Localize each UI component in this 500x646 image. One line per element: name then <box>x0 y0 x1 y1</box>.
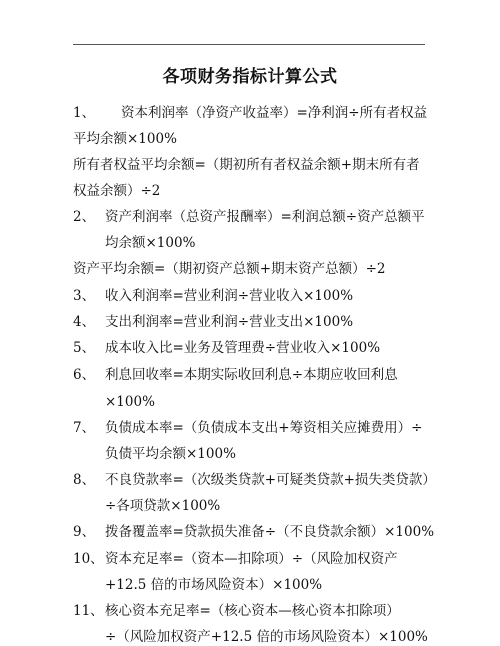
formula-text: 负债平均余额×100% <box>105 446 236 462</box>
formula-text: 均余额×100% <box>105 235 196 251</box>
formula-text: 成本收入比=业务及管理费÷营业收入×100% <box>105 340 381 356</box>
formula-text: 不良贷款率=（次级类贷款+可疑类贷款+损失类贷款） <box>105 472 436 488</box>
formula-line <box>73 208 425 226</box>
item-number: 6、 <box>73 367 96 383</box>
formula-text: 资本利润率（净资产收益率）=净利润÷所有者权益 <box>121 105 428 121</box>
formula-text: 资产利润率（总资产报酬率）=利润总额÷资产总额平 <box>105 209 425 225</box>
formula-line <box>73 339 380 357</box>
formula-line <box>105 445 236 463</box>
formula-text: 利息回收率=本期实际收回利息÷本期应收回利息 <box>105 367 398 383</box>
header-divider <box>73 44 425 45</box>
formula-text: 平均余额×100% <box>73 131 177 147</box>
formula-line <box>73 602 400 620</box>
formula-line <box>105 576 322 594</box>
formula-line <box>73 523 434 541</box>
formula-line <box>73 419 422 437</box>
formula-line <box>73 287 353 305</box>
formula-text: 收入利润率=营业利润÷营业收入×100% <box>105 288 354 304</box>
formula-line <box>73 182 160 200</box>
formula-text: ×100% <box>105 394 155 410</box>
formula-line <box>105 393 155 411</box>
formula-line <box>73 156 420 174</box>
formula-line <box>73 130 177 148</box>
item-number: 7、 <box>73 420 96 436</box>
formula-text: +12.5 倍的市场风险资本）×100% <box>105 577 323 593</box>
item-number: 10、 <box>73 551 104 567</box>
formula-line <box>73 313 353 331</box>
item-number: 5、 <box>73 340 96 356</box>
formula-line <box>73 366 398 384</box>
item-number: 1、 <box>73 105 96 121</box>
formula-text: 拨备覆盖率=贷款损失准备÷（不良贷款余额）×100% <box>105 524 435 540</box>
formula-line <box>105 497 220 515</box>
formula-text: 支出利润率=营业利润÷营业支出×100% <box>105 314 354 330</box>
page-title: 各项财务指标计算公式 <box>162 67 338 87</box>
item-number: 8、 <box>73 472 96 488</box>
item-number: 2、 <box>73 209 96 225</box>
formula-text: 资本充足率=（资本—扣除项）÷（风险加权资产 <box>105 551 398 567</box>
formula-text: 核心资本充足率=（核心资本—核心资本扣除项） <box>105 603 400 619</box>
formula-line <box>73 104 427 122</box>
item-number: 9、 <box>73 524 96 540</box>
item-number: 4、 <box>73 314 96 330</box>
formula-text: 权益余额）÷2 <box>73 183 161 199</box>
item-number: 11、 <box>73 603 104 619</box>
item-number: 3、 <box>73 288 96 304</box>
formula-text: ÷（风险加权资产+12.5 倍的市场风险资本）×100% <box>105 629 428 645</box>
formula-text: 负债成本率=（负债成本支出+筹资相关应摊费用）÷ <box>105 420 423 436</box>
formula-line <box>73 260 386 278</box>
formula-text: 资产平均余额=（期初资产总额+期末资产总额）÷2 <box>73 261 386 277</box>
formula-text: ÷各项贷款×100% <box>105 498 221 514</box>
formula-line <box>105 628 428 646</box>
formula-line <box>105 234 195 252</box>
formula-line <box>73 471 436 489</box>
formula-line <box>73 550 398 568</box>
formula-text: 所有者权益平均余额=（期初所有者权益余额+期末所有者 <box>73 157 420 173</box>
